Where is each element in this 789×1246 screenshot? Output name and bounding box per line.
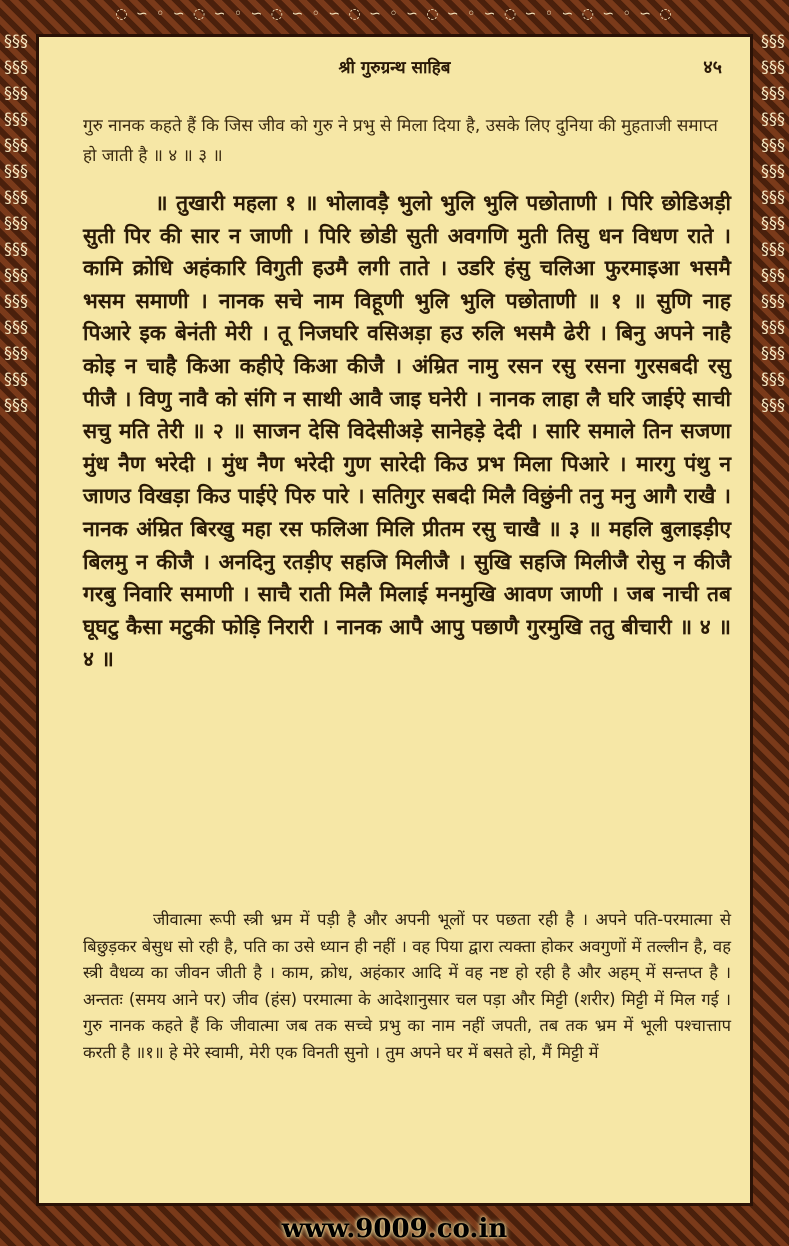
page-sheet	[36, 34, 753, 1206]
website-link[interactable]: www.9009.co.in	[281, 1214, 508, 1244]
gurbani-verse-block: ॥ तुखारी महला १ ॥ भोलावड़ै भुलो भुलि भुलि पछोताणी । पिरि छोडिअड़ी सुती पिर की सार न जाणी । पिरि छोडी सुती अवगणि मुती तिसु धन विधण राते । कामि क्रोधि अहंकारि विगुती हउमै लगी ताते । उडरि हंसु चलिआ फुरमाइआ भसमै भसम समाणी । नानक सचे नाम विहूणी भुलि भुलि पछोताणी ॥ १ ॥ सुणि नाह पिआरे इक बेनंती मेरी । तू निजघरि वसिअड़ा हउ रुलि भसमै ढेरी । बिनु अपने नाहै कोइ न चाहै किआ कहीऐ किआ कीजै । अंम्रित नामु रसन रसु रसना गुरसबदी रसु पीजै । विणु नावै को संगि न साथी आवै जाइ घनेरी । नानक लाहा लै घरि जाईऐ साची सचु मति तेरी ॥ २ ॥ साजन देसि विदेसीअड़े सानेहड़े देदी । सारि समाले तिन सजणा मुंध नैण भरेदी । मुंध नैण भरेदी गुण सारेदी किउ प्रभ मिला पिआरे । मारगु पंथु न जाणउ विखड़ा किउ पाईऐ पिरु पारे । सतिगुर सबदी मिलै विछुंनी तनु मनु आगै राखै । नानक अंम्रित बिरखु महा रस फलिआ मिलि प्रीतम रसु चाखै ॥ ३ ॥ महलि बुलाइड़ीए बिलमु न कीजै । अनदिनु रतड़ीए सहजि मिलीजै । सुखि सहजि मिलीजै रोसु न कीजै गरबु निवारि समाणी । साचै राती मिलै मिलाई मनमुखि आवण जाणी । जब नाची तब घूघटु कैसा मटुकी फोड़ि निरारी । नानक आपै आपु पछाणै गुरमुखि ततु बीचारी ॥ ४ ॥ ४ ॥	[83, 190, 731, 672]
page-title: श्री गुरुग्रन्थ साहिब	[338, 58, 451, 78]
page-header	[39, 55, 750, 85]
left-ornament-column: §§§§§§§§§§§§§§§§§§§§§§§§§§§§§§§§§§§§§§§§§§§§§	[4, 31, 28, 414]
right-ornament-column: §§§§§§§§§§§§§§§§§§§§§§§§§§§§§§§§§§§§§§§§§§§§§	[761, 31, 785, 414]
hindi-translation-paragraph: जीवात्मा रूपी स्त्री भ्रम में पड़ी है और अपनी भूलों पर पछता रही है । अपने पति-परमात्मा से बिछुड़कर बेसुध सो रही है, पति का उसे ध्यान ही नहीं । वह पिया द्वारा त्यक्ता होकर अवगुणों में तल्लीन है, वह स्त्री वैधव्य का जीवन जीती है । काम, क्रोध, अहंकार आदि में वह नष्ट हो रही है और अहम् में सन्तप्त है । अन्ततः (समय आने पर) जीव (हंस) परमात्मा के आदेशानुसार चल पड़ा और मिट्टी (शरीर) मिट्टी में मिल गई । गुरु नानक कहते हैं कि जीवात्मा जब तक सच्चे प्रभु का नाम नहीं जपती, तब तक भ्रम में भूली पश्चात्ताप करती है ॥१॥ हे मेरे स्वामी, मेरी एक विनती सुनो । तुम अपने घर में बसते हो, मैं मिट्टी में	[83, 910, 731, 1062]
intro-paragraph: गुरु नानक कहते हैं कि जिस जीव को गुरु ने प्रभु से मिला दिया है, उसके लिए दुनिया की मुहताजी समाप्त हो जाती है ॥ ४ ॥ ३ ॥	[83, 116, 718, 166]
page-number: ४५	[703, 57, 722, 78]
top-ornament-band: ◌ ∽ ◦ ∽ ◌ ∽ ◦ ∽ ◌ ∽ ◦ ∽ ◌ ∽ ◦ ∽ ◌ ∽ ◦ ∽ ◌ ∽ ◦ ∽ ◌ ∽ ◦ ∽ ◌	[115, 6, 674, 22]
